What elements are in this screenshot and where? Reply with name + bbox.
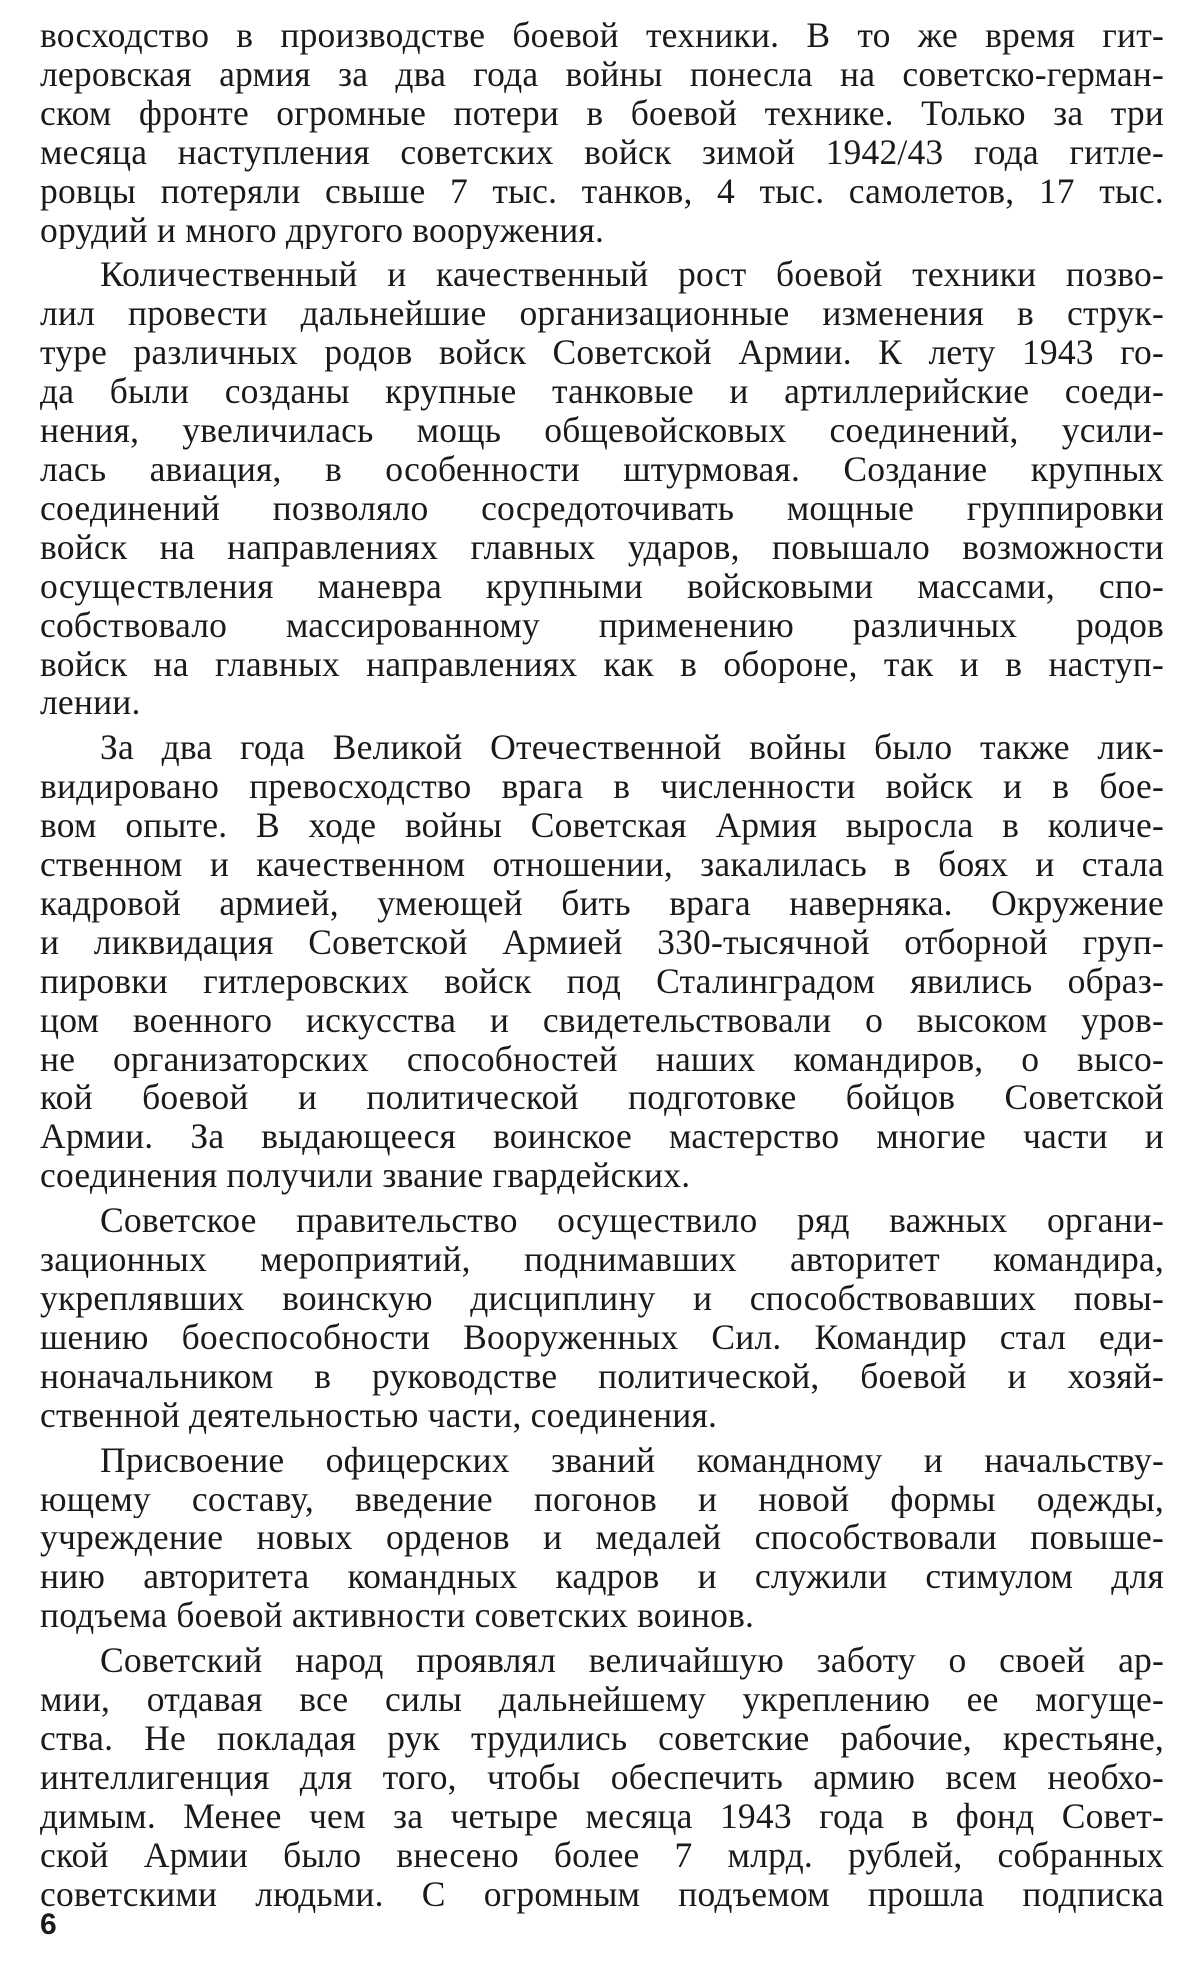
text-line: туре различных родов войск Советской Армии. К лету 1943 го- xyxy=(40,333,1164,373)
text-line: кой боевой и политической подготовке бойцов Советской xyxy=(40,1078,1164,1118)
text-line: советскими людьми. С огромным подъемом прошла подписка xyxy=(40,1874,1164,1914)
text-line: ском фронте огромные потери в боевой технике. Только за три xyxy=(40,93,1164,133)
text-line: цом военного искусства и свидетельствовали о высоком уров- xyxy=(40,1000,1164,1040)
text-line: да были созданы крупные танковые и артиллерийские соеди- xyxy=(40,372,1164,412)
text-line: За два года Великой Отечественной войны было также лик- xyxy=(100,728,1164,768)
text-line: ровцы потеряли свыше 7 тыс. танков, 4 тыс. самолетов, 17 тыс. xyxy=(40,171,1164,211)
text-line: осуществления маневра крупными войсковыми массами, спо- xyxy=(40,566,1164,606)
text-line: Советский народ проявлял величайшую заботу о своей ар- xyxy=(100,1641,1164,1681)
text-line: кадровой армией, умеющей бить врага наверняка. Окружение xyxy=(40,883,1164,923)
text-line: учреждение новых орденов и медалей способствовали повыше- xyxy=(40,1518,1164,1558)
text-line: месяца наступления советских войск зимой 1942/43 года гитле- xyxy=(40,132,1164,172)
paragraph xyxy=(40,16,1164,249)
text-line: ской Армии было внесено более 7 млрд. рублей, собранных xyxy=(40,1835,1164,1875)
paragraph xyxy=(40,728,1164,1195)
text-line: шению боеспособности Вооруженных Сил. Командир стал еди- xyxy=(40,1317,1164,1357)
page-number: 6 xyxy=(40,1908,57,1941)
paragraph xyxy=(40,1441,1164,1636)
text-line: ственной деятельностью части, соединения. xyxy=(40,1395,718,1435)
text-line: и ликвидация Советской Армией 330-тысячной отборной груп- xyxy=(40,922,1164,962)
text-line: Армии. За выдающееся воинское мастерство многие части и xyxy=(40,1117,1164,1157)
text-line: орудий и много другого вооружения. xyxy=(40,210,605,250)
text-line: собствовало массированному применению различных родов xyxy=(40,605,1164,645)
text-line: ющему составу, введение погонов и новой формы одежды, xyxy=(40,1479,1164,1519)
text-line: соединений позволяло сосредоточивать мощные группировки xyxy=(40,488,1164,528)
text-line: Советское правительство осуществило ряд важных органи- xyxy=(100,1201,1164,1241)
text-line: лась авиация, в особенности штурмовая. Создание крупных xyxy=(40,449,1164,489)
text-line: восходство в производстве боевой техники. В то же время гит- xyxy=(40,16,1164,55)
text-line: подъема боевой активности советских воинов. xyxy=(40,1596,755,1636)
text-line: войск на главных направлениях как в обороне, так и в наступ- xyxy=(40,644,1164,684)
text-line: ственном и качественном отношении, закалилась в боях и стала xyxy=(40,845,1164,884)
text-line: мии, отдавая все силы дальнейшему укреплению ее могуще- xyxy=(40,1680,1164,1719)
text-line: зационных мероприятий, поднимавших авторитет командира, xyxy=(40,1240,1164,1279)
text-line: укреплявших воинскую дисциплину и способствовавших повы- xyxy=(40,1279,1164,1318)
text-line: леровская армия за два года войны понесла на советско-герман- xyxy=(40,54,1164,94)
paragraph xyxy=(40,255,1164,722)
text-line: ства. Не покладая рук трудились советские рабочие, крестьяне, xyxy=(40,1718,1164,1758)
text-line: не организаторских способностей наших командиров, о высо- xyxy=(40,1039,1164,1079)
text-line: лил провести дальнейшие организационные изменения в струк- xyxy=(40,294,1164,334)
text-line: войск на направлениях главных ударов, повышало возможности xyxy=(40,527,1164,567)
text-line: ноначальником в руководстве политической, боевой и хозяй- xyxy=(40,1356,1164,1396)
text-line: интеллигенция для того, чтобы обеспечить армию всем необхо- xyxy=(40,1757,1164,1797)
text-line: Количественный и качественный рост боевой техники позво- xyxy=(100,255,1164,295)
text-line: нения, увеличилась мощь общевойсковых соединений, усили- xyxy=(40,411,1164,450)
text-line: видировано превосходство врага в численности войск и в бое- xyxy=(40,767,1164,807)
text-line: пировки гитлеровских войск под Сталинградом явились образ- xyxy=(40,961,1164,1001)
paragraph xyxy=(40,1201,1164,1434)
text-line: димым. Менее чем за четыре месяца 1943 года в фонд Совет- xyxy=(40,1796,1164,1836)
text-line: соединения получили звание гвардейских. xyxy=(40,1156,691,1196)
text-line: лении. xyxy=(40,683,141,723)
text-line: вом опыте. В ходе войны Советская Армия выросла в количе- xyxy=(40,806,1164,846)
text-line: Присвоение офицерских званий командному и начальству- xyxy=(100,1440,1164,1480)
body-text xyxy=(40,16,1164,1920)
text-line: нию авторитета командных кадров и служили стимулом для xyxy=(40,1557,1164,1597)
paragraph xyxy=(40,1641,1164,1913)
